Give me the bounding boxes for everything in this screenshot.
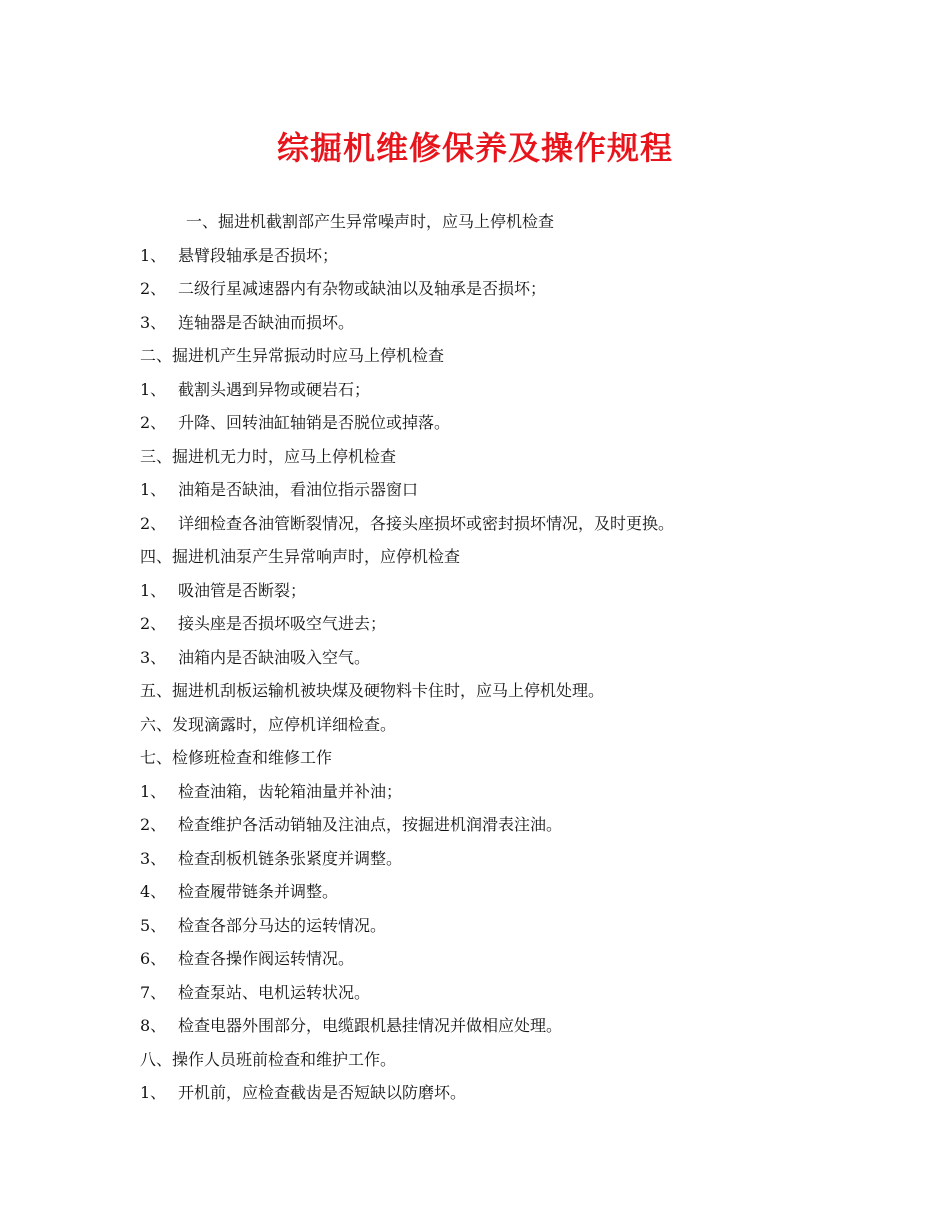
list-item-number: 3、 (140, 312, 167, 332)
section-heading-text: 五、掘进机刮板运输机被块煤及硬物料卡住时，应马上停机处理。 (140, 681, 605, 700)
list-item (140, 607, 820, 641)
list-item-number: 3、 (140, 647, 167, 667)
section-heading-text: 一、掘进机截割部产生异常噪声时，应马上停机检查 (186, 212, 555, 231)
list-item-number: 1、 (140, 580, 167, 600)
list-item (140, 306, 820, 340)
list-item (140, 1076, 820, 1110)
list-item (140, 1009, 820, 1043)
list-item (140, 842, 820, 876)
list-item-number: 2、 (140, 614, 167, 633)
list-item (140, 406, 820, 440)
list-item (140, 272, 820, 306)
section-heading (140, 540, 820, 574)
list-item-number: 3、 (140, 848, 167, 868)
list-item (140, 909, 820, 943)
list-item-number: 8、 (140, 1016, 167, 1035)
section-heading-text: 三、掘进机无力时，应马上停机检查 (140, 446, 397, 466)
list-item (140, 641, 820, 675)
list-item-text: 连轴器是否缺油而损坏。 (178, 312, 355, 332)
list-item-number: 2、 (140, 413, 167, 432)
list-item-text: 检查电器外围部分，电缆跟机悬挂情况并做相应处理。 (178, 1016, 563, 1035)
list-item (140, 875, 820, 909)
list-item-text: 升降、回转油缸轴销是否脱位或掉落。 (178, 413, 451, 432)
list-item-text: 截割头遇到异物或硬岩石； (178, 379, 371, 399)
section-heading-text: 七、检修班检查和维修工作 (140, 748, 333, 767)
section-heading (140, 708, 820, 742)
list-item-text: 悬臂段轴承是否损坏； (178, 245, 339, 265)
list-item (140, 239, 820, 273)
section-heading-text: 四、掘进机油泵产生异常响声时，应停机检查 (140, 547, 461, 566)
list-item-text: 油箱内是否缺油吸入空气。 (178, 647, 371, 667)
section-heading-text: 六、发现滴露时，应停机详细检查。 (140, 714, 397, 734)
section-heading-text: 二、掘进机产生异常振动时应马上停机检查 (140, 346, 445, 365)
section-heading (140, 205, 820, 239)
list-item-number: 1、 (140, 245, 167, 265)
list-item-text: 检查维护各活动销轴及注油点，按掘进机润滑表注油。 (178, 815, 563, 834)
section-heading (140, 440, 820, 474)
list-item (140, 373, 820, 407)
document-body (140, 205, 820, 1110)
list-item-text: 详细检查各油管断裂情况，各接头座损坏或密封损坏情况，及时更换。 (178, 513, 675, 533)
list-item-number: 2、 (140, 279, 167, 298)
section-heading (140, 674, 820, 708)
list-item-number: 1、 (140, 781, 167, 801)
list-item (140, 942, 820, 976)
section-heading (140, 1043, 820, 1077)
list-item-number: 2、 (140, 513, 167, 533)
list-item-text: 检查泵站、电机运转状况。 (178, 982, 371, 1002)
list-item-text: 二级行星减速器内有杂物或缺油以及轴承是否损坏； (178, 279, 547, 298)
list-item-text: 油箱是否缺油，看油位指示器窗口 (178, 480, 419, 499)
list-item-text: 检查履带链条并调整。 (178, 882, 339, 901)
list-item-text: 检查油箱，齿轮箱油量并补油； (178, 781, 403, 801)
list-item (140, 808, 820, 842)
list-item (140, 775, 820, 809)
list-item-text: 开机前，应检查截齿是否短缺以防磨坏。 (178, 1083, 467, 1102)
list-item-text: 检查刮板机链条张紧度并调整。 (178, 848, 403, 868)
list-item-number: 6、 (140, 949, 167, 968)
list-item (140, 574, 820, 608)
section-heading (140, 339, 820, 373)
list-item-number: 1、 (140, 379, 167, 399)
list-item-text: 吸油管是否断裂； (178, 580, 307, 600)
list-item (140, 473, 820, 507)
list-item-number: 7、 (140, 982, 167, 1002)
list-item-text: 检查各部分马达的运转情况。 (178, 915, 387, 935)
list-item-text: 接头座是否损坏吸空气进去； (178, 614, 387, 633)
list-item (140, 976, 820, 1010)
list-item-number: 4、 (140, 882, 167, 901)
list-item-number: 2、 (140, 815, 167, 834)
section-heading-text: 八、操作人员班前检查和维护工作。 (140, 1049, 397, 1069)
list-item-number: 1、 (140, 480, 167, 499)
list-item-number: 1、 (140, 1083, 167, 1102)
list-item-text: 检查各操作阀运转情况。 (178, 949, 355, 968)
section-heading (140, 741, 820, 775)
list-item (140, 507, 820, 541)
list-item-number: 5、 (140, 915, 167, 935)
document-title: 综掘机维修保养及操作规程 (276, 129, 673, 167)
